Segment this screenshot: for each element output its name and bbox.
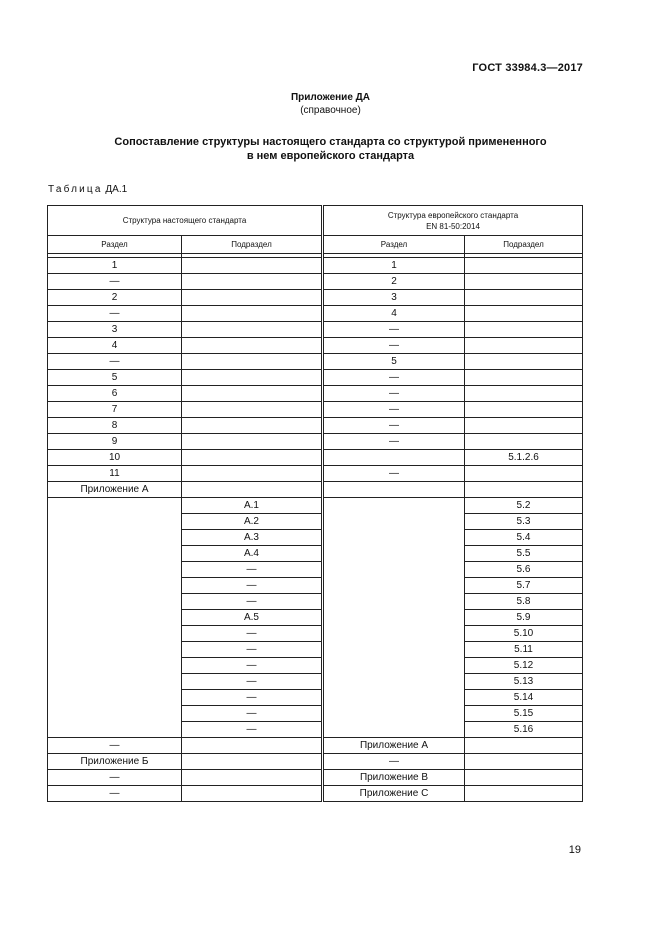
cell-subsection: — bbox=[182, 690, 323, 706]
column-header-section: Раздел bbox=[323, 236, 465, 254]
cell-section: Приложение Б bbox=[48, 754, 182, 770]
cell-subsection: — bbox=[182, 626, 323, 642]
cell-eu-subsection bbox=[465, 370, 583, 386]
table-row bbox=[48, 322, 583, 338]
cell-subsection bbox=[182, 466, 323, 482]
cell-eu-section bbox=[323, 450, 465, 466]
cell-eu-subsection: 5.1.2.6 bbox=[465, 450, 583, 466]
cell-eu-subsection bbox=[465, 258, 583, 274]
cell-section: 4 bbox=[48, 338, 182, 354]
cell-subsection bbox=[182, 354, 323, 370]
cell-eu-subsection bbox=[465, 418, 583, 434]
cell-section: 1 bbox=[48, 258, 182, 274]
table-row bbox=[48, 338, 583, 354]
cell-eu-subsection: 5.8 bbox=[465, 594, 583, 610]
table-row bbox=[48, 450, 583, 466]
cell-subsection bbox=[182, 738, 323, 754]
cell-eu-subsection bbox=[465, 466, 583, 482]
cell-eu-subsection bbox=[465, 386, 583, 402]
cell-eu-subsection bbox=[465, 770, 583, 786]
cell-section: Приложение А bbox=[48, 482, 182, 498]
cell-section: 2 bbox=[48, 290, 182, 306]
cell-eu-subsection: 5.5 bbox=[465, 546, 583, 562]
table-column-header-row bbox=[48, 236, 583, 254]
document-title-line-1: Сопоставление структуры настоящего стандарта со структурой примененного bbox=[114, 136, 547, 148]
cell-eu-section: Приложение С bbox=[323, 786, 465, 802]
table-row bbox=[48, 354, 583, 370]
cell-eu-subsection: 5.7 bbox=[465, 578, 583, 594]
appendix-heading bbox=[0, 91, 661, 117]
cell-eu-section-merged bbox=[323, 498, 465, 738]
cell-section: 3 bbox=[48, 322, 182, 338]
cell-section: 5 bbox=[48, 370, 182, 386]
cell-subsection bbox=[182, 274, 323, 290]
group-header-european-line-2: EN 81-50:2014 bbox=[426, 221, 480, 231]
cell-subsection: А.2 bbox=[182, 514, 323, 530]
cell-subsection: — bbox=[182, 562, 323, 578]
cell-eu-subsection bbox=[465, 786, 583, 802]
cell-subsection bbox=[182, 306, 323, 322]
cell-eu-subsection bbox=[465, 290, 583, 306]
cell-eu-section: 2 bbox=[323, 274, 465, 290]
cell-section: 7 bbox=[48, 402, 182, 418]
cell-subsection bbox=[182, 450, 323, 466]
cell-subsection bbox=[182, 370, 323, 386]
appendix-subtitle: (справочное) bbox=[300, 105, 361, 116]
table-row bbox=[48, 482, 583, 498]
cell-section: — bbox=[48, 738, 182, 754]
cell-eu-subsection: 5.14 bbox=[465, 690, 583, 706]
cell-subsection bbox=[182, 434, 323, 450]
cell-section-merged bbox=[48, 498, 182, 738]
cell-section: 8 bbox=[48, 418, 182, 434]
table-row bbox=[48, 498, 583, 514]
cell-section: — bbox=[48, 274, 182, 290]
cell-eu-subsection: 5.3 bbox=[465, 514, 583, 530]
document-title-line-2: в нем европейского стандарта bbox=[246, 150, 415, 162]
cell-subsection bbox=[182, 482, 323, 498]
cell-subsection: — bbox=[182, 594, 323, 610]
table-row bbox=[48, 418, 583, 434]
table-row bbox=[48, 386, 583, 402]
cell-eu-subsection: 5.15 bbox=[465, 706, 583, 722]
group-header-national: Структура настоящего стандарта bbox=[48, 206, 323, 236]
comparison-table bbox=[47, 205, 583, 802]
cell-subsection bbox=[182, 754, 323, 770]
cell-eu-subsection bbox=[465, 738, 583, 754]
cell-subsection bbox=[182, 402, 323, 418]
cell-eu-subsection: 5.2 bbox=[465, 498, 583, 514]
table-row bbox=[48, 274, 583, 290]
cell-subsection bbox=[182, 338, 323, 354]
cell-eu-subsection bbox=[465, 402, 583, 418]
column-header-section: Раздел bbox=[48, 236, 182, 254]
cell-section: — bbox=[48, 354, 182, 370]
cell-subsection bbox=[182, 386, 323, 402]
cell-eu-subsection bbox=[465, 338, 583, 354]
cell-section: — bbox=[48, 306, 182, 322]
cell-eu-section: — bbox=[323, 402, 465, 418]
cell-subsection bbox=[182, 258, 323, 274]
cell-eu-section: 3 bbox=[323, 290, 465, 306]
cell-eu-section: 1 bbox=[323, 258, 465, 274]
comparison-table-wrapper bbox=[47, 205, 583, 802]
cell-eu-subsection bbox=[465, 274, 583, 290]
cell-subsection: А.3 bbox=[182, 530, 323, 546]
cell-eu-section: — bbox=[323, 754, 465, 770]
cell-section: 6 bbox=[48, 386, 182, 402]
table-row bbox=[48, 738, 583, 754]
cell-eu-subsection bbox=[465, 482, 583, 498]
cell-eu-section: — bbox=[323, 370, 465, 386]
table-caption bbox=[48, 184, 127, 195]
document-code: ГОСТ 33984.3—2017 bbox=[472, 62, 583, 74]
cell-subsection: — bbox=[182, 658, 323, 674]
cell-eu-subsection bbox=[465, 322, 583, 338]
cell-subsection: — bbox=[182, 578, 323, 594]
page-number: 19 bbox=[568, 844, 581, 856]
cell-eu-section: Приложение В bbox=[323, 770, 465, 786]
cell-subsection bbox=[182, 322, 323, 338]
cell-eu-subsection: 5.12 bbox=[465, 658, 583, 674]
cell-eu-section bbox=[323, 482, 465, 498]
cell-eu-subsection bbox=[465, 434, 583, 450]
cell-subsection: — bbox=[182, 722, 323, 738]
cell-eu-subsection: 5.10 bbox=[465, 626, 583, 642]
cell-eu-section: — bbox=[323, 466, 465, 482]
cell-subsection bbox=[182, 770, 323, 786]
group-header-european bbox=[323, 206, 583, 236]
table-row bbox=[48, 434, 583, 450]
cell-eu-section: — bbox=[323, 338, 465, 354]
appendix-title: Приложение ДА bbox=[290, 92, 371, 103]
cell-section: — bbox=[48, 786, 182, 802]
cell-subsection: — bbox=[182, 674, 323, 690]
cell-eu-section: 5 bbox=[323, 354, 465, 370]
table-group-header-row bbox=[48, 206, 583, 236]
table-row bbox=[48, 290, 583, 306]
cell-section: 10 bbox=[48, 450, 182, 466]
cell-subsection: А.4 bbox=[182, 546, 323, 562]
table-row bbox=[48, 402, 583, 418]
cell-section: 9 bbox=[48, 434, 182, 450]
table-row bbox=[48, 258, 583, 274]
cell-eu-subsection: 5.13 bbox=[465, 674, 583, 690]
cell-subsection: А.1 bbox=[182, 498, 323, 514]
cell-subsection: А.5 bbox=[182, 610, 323, 626]
cell-eu-subsection: 5.9 bbox=[465, 610, 583, 626]
cell-eu-section: — bbox=[323, 434, 465, 450]
cell-subsection bbox=[182, 786, 323, 802]
cell-subsection: — bbox=[182, 642, 323, 658]
cell-eu-subsection: 5.11 bbox=[465, 642, 583, 658]
table-row bbox=[48, 770, 583, 786]
cell-eu-section: 4 bbox=[323, 306, 465, 322]
column-header-subsection: Подраздел bbox=[465, 236, 583, 254]
table-caption-prefix: Таблица bbox=[48, 184, 103, 195]
cell-eu-subsection bbox=[465, 354, 583, 370]
cell-eu-section: — bbox=[323, 386, 465, 402]
table-row bbox=[48, 786, 583, 802]
table-row bbox=[48, 306, 583, 322]
group-header-european-line-1: Структура европейского стандарта bbox=[387, 210, 519, 220]
cell-subsection bbox=[182, 418, 323, 434]
cell-eu-subsection: 5.16 bbox=[465, 722, 583, 738]
document-title bbox=[60, 135, 601, 163]
cell-eu-subsection: 5.6 bbox=[465, 562, 583, 578]
cell-subsection bbox=[182, 290, 323, 306]
table-row bbox=[48, 370, 583, 386]
cell-section: 11 bbox=[48, 466, 182, 482]
cell-eu-section: — bbox=[323, 322, 465, 338]
cell-section: — bbox=[48, 770, 182, 786]
column-header-subsection: Подраздел bbox=[182, 236, 323, 254]
table-row bbox=[48, 754, 583, 770]
cell-eu-subsection: 5.4 bbox=[465, 530, 583, 546]
table-caption-id: ДА.1 bbox=[105, 184, 128, 195]
cell-eu-section: Приложение А bbox=[323, 738, 465, 754]
cell-eu-subsection bbox=[465, 306, 583, 322]
table-row bbox=[48, 466, 583, 482]
cell-eu-subsection bbox=[465, 754, 583, 770]
cell-eu-section: — bbox=[323, 418, 465, 434]
cell-subsection: — bbox=[182, 706, 323, 722]
